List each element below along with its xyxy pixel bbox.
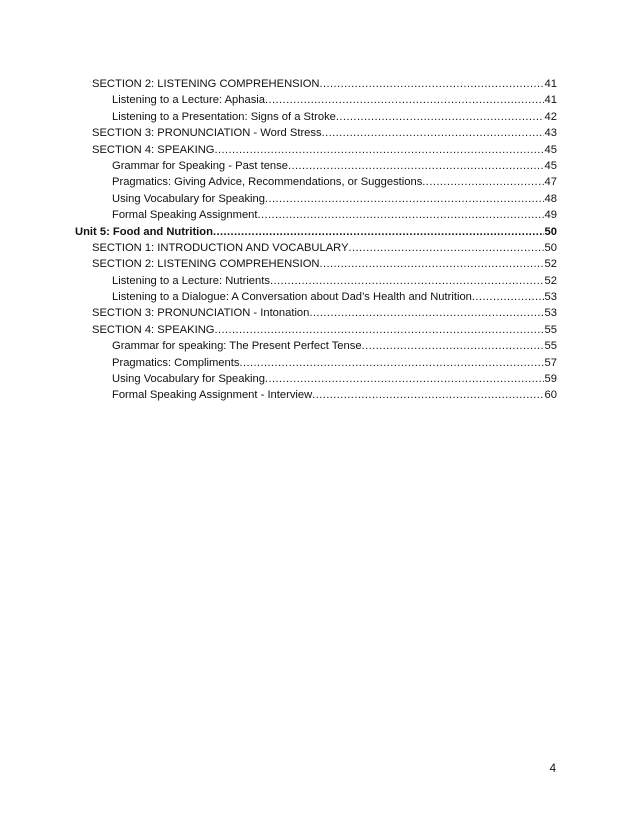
toc-dot-leader [309,305,543,321]
toc-entry-page: 55 [544,323,557,336]
toc-entry[interactable] [75,273,557,289]
toc-entry-page: 50 [544,241,557,254]
toc-entry-page: 59 [544,373,557,386]
toc-entry-title: Grammar for speaking: The Present Perfect Tense [112,340,362,353]
toc-entry-title: Unit 5: Food and Nutrition [75,225,213,238]
toc-dot-leader [362,338,544,354]
toc-entry-page: 42 [544,110,557,123]
toc-entry-page: 45 [544,159,557,172]
toc-entry-title: Listening to a Lecture: Nutrients [112,274,270,287]
toc-dot-leader [265,191,544,207]
toc-entry-page: 50 [544,225,557,238]
page-number: 4 [549,763,556,775]
toc-dot-leader [239,355,543,371]
toc-entry[interactable] [75,240,557,256]
toc-entry-page: 53 [544,291,557,304]
toc-dot-leader [349,240,544,256]
toc-entry-page: 52 [544,258,557,271]
toc-entry[interactable] [75,256,557,272]
toc-dot-leader [320,256,544,272]
toc-entry-title: Grammar for Speaking - Past tense [112,159,288,172]
toc-dot-leader [312,387,543,403]
toc-dot-leader [265,92,544,108]
toc-entry-page: 48 [544,192,557,205]
toc-entry[interactable] [75,371,557,387]
toc-entry-title: Listening to a Dialogue: A Conversation about Dad’s Health and Nutrition [112,291,472,304]
toc-entry[interactable] [75,76,557,92]
toc-entry[interactable] [75,305,557,321]
toc-entry[interactable] [75,191,557,207]
toc-dot-leader [472,289,544,305]
toc-entry[interactable] [75,109,557,125]
toc-entry[interactable] [75,338,557,354]
toc-dot-leader [288,158,544,174]
toc-entry-page: 41 [544,78,557,90]
toc-dot-leader [258,207,544,223]
toc-entry-page: 45 [544,143,557,156]
toc-entry-page: 52 [544,274,557,287]
toc-dot-leader [214,142,543,158]
toc-dot-leader [422,174,543,190]
toc-entry[interactable] [75,174,557,190]
toc-entry-title: SECTION 3: PRONUNCIATION - Word Stress [92,127,322,140]
toc-entry-page: 57 [544,356,557,369]
toc-dot-leader [265,371,544,387]
toc-entry-title: Using Vocabulary for Speaking [112,373,265,386]
toc-dot-leader [213,224,544,240]
toc-dot-leader [322,125,544,141]
toc-entry[interactable] [75,125,557,141]
toc-entry[interactable] [75,289,557,305]
toc-entry-page: 53 [544,307,557,320]
toc-entry-title: Listening to a Lecture: Aphasia [112,94,266,107]
toc-entry-page: 47 [544,176,557,189]
toc-entry[interactable] [75,322,557,338]
table-of-contents [75,76,557,404]
toc-entry-title: Pragmatics: Giving Advice, Recommendations, or Suggestions [112,176,423,189]
toc-entry-page: 43 [544,127,557,140]
toc-entry[interactable] [75,142,557,158]
toc-entry-title: SECTION 4: SPEAKING [92,143,215,156]
toc-dot-leader [214,322,543,338]
toc-entry-title: Formal Speaking Assignment [112,209,258,222]
toc-entry-title: Using Vocabulary for Speaking [112,192,265,205]
toc-entry[interactable] [75,92,557,108]
toc-entry[interactable] [75,158,557,174]
toc-entry-page: 49 [544,209,557,222]
toc-entry-title: SECTION 2: LISTENING COMPREHENSION [92,78,320,90]
toc-entry-page: 55 [544,340,557,353]
toc-entry[interactable] [75,207,557,223]
toc-entry-title: SECTION 4: SPEAKING [92,323,215,336]
toc-entry-title: Formal Speaking Assignment - Interview [112,389,313,402]
toc-dot-leader [270,273,544,289]
toc-entry-unit[interactable] [75,224,557,240]
toc-entry-title: Pragmatics: Compliments [112,356,240,369]
toc-dot-leader [320,76,544,92]
toc-entry-page: 60 [544,389,557,402]
toc-entry-title: SECTION 1: INTRODUCTION AND VOCABULARY [92,241,349,254]
toc-entry-title: SECTION 2: LISTENING COMPREHENSION [92,258,320,271]
toc-entry-title: SECTION 3: PRONUNCIATION - Intonation [92,307,310,320]
toc-entry[interactable] [75,387,557,403]
toc-entry-page: 41 [544,94,557,107]
toc-entry[interactable] [75,355,557,371]
toc-entry-title: Listening to a Presentation: Signs of a Stroke [112,110,336,123]
toc-dot-leader [336,109,544,125]
